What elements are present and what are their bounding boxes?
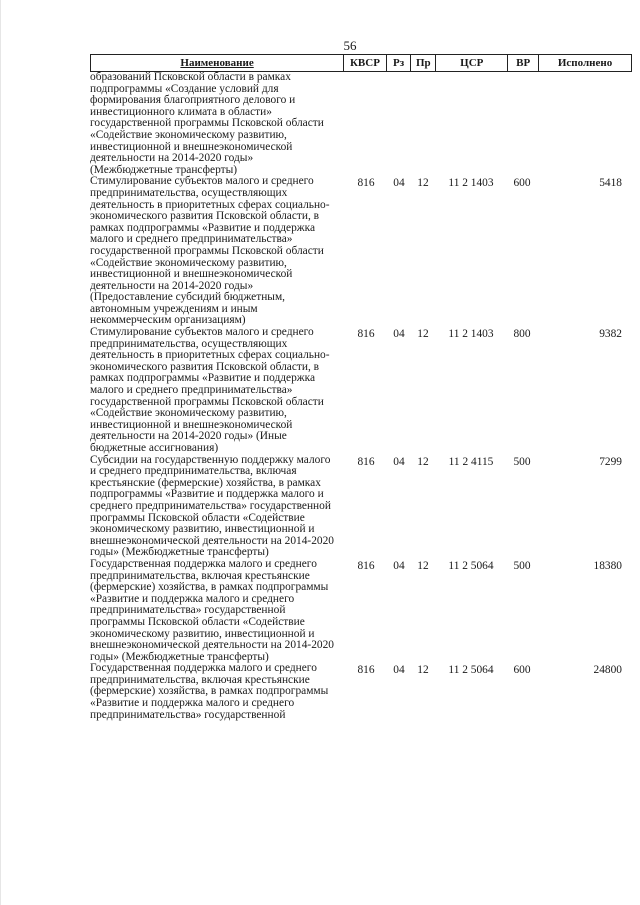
row-values [345, 455, 630, 559]
row-name-line: инвестиционной и внешнеэкономической [90, 140, 293, 153]
row-name-line: (фермерские) хозяйства, в рамках подпрограммы [90, 685, 329, 698]
cell-executed: 7299 [599, 455, 622, 468]
cell-vr: 600 [513, 177, 531, 190]
row-name-line: Субсидии на государственную поддержку малого [90, 453, 331, 466]
page-number: 56 [343, 38, 357, 53]
row-name-line: (Предоставление субсидий бюджетным, [90, 291, 285, 304]
table-row [90, 455, 630, 559]
row-name-line: государственной программы Псковской области [90, 244, 324, 257]
row-name-line: инвестиционной и внешнеэкономической [90, 268, 293, 281]
row-name-line: деятельности на 2014-2020 годы» [90, 279, 254, 292]
row-name-line: малого и среднего предпринимательства» [90, 384, 293, 397]
row-name-line: программы Псковской области «Содействие [90, 615, 305, 628]
row-name-line: деятельность в приоритетных сферах социально- [90, 198, 330, 211]
cell-vr: 800 [513, 328, 531, 341]
cell-rz: 04 [393, 559, 405, 572]
cell-csr: 11 2 1403 [448, 177, 494, 190]
header-vr: ВР [507, 55, 538, 71]
cell-kvsr [345, 74, 387, 176]
row-name-line: деятельности на 2014-2020 годы» [90, 152, 254, 165]
cell-rz: 04 [393, 455, 405, 468]
cell-executed: 5418 [599, 177, 622, 190]
row-values [345, 663, 630, 721]
row-name-line: крестьянские (фермерские) хозяйства, в рамках [90, 476, 321, 489]
row-name-line: предпринимательства» государственной [90, 604, 286, 617]
row-name-line: государственной программы Псковской области [90, 395, 324, 408]
row-name-line: рамках подпрограммы «Развитие и поддержка [90, 221, 316, 234]
row-name-line: инвестиционной и внешнеэкономической [90, 418, 293, 431]
row-name-line: подпрограммы «Развитие и поддержка малого и [90, 488, 324, 501]
row-name-line: Стимулирование субъектов малого и среднего [90, 175, 314, 188]
row-name-line: Государственная поддержка малого и среднего [90, 557, 317, 570]
row-name-line: среднего предпринимательства» государственной [90, 499, 331, 512]
row-name-line: подпрограммы «Создание условий для [90, 82, 279, 95]
table-row [90, 176, 630, 327]
row-name-line: «Содействие экономическому развитию, [90, 407, 287, 420]
row-name-line: программы Псковской области «Содействие [90, 511, 305, 524]
cell-executed: 24800 [593, 664, 622, 677]
row-name-line: деятельность в приоритетных сферах социально- [90, 349, 330, 362]
cell-kvsr: 816 [357, 664, 375, 677]
row-name-line: инвестиционного климата в области» [90, 105, 272, 118]
row-name-line: экономическому развитию, инвестиционной и [90, 627, 315, 640]
table-body [90, 72, 630, 721]
row-name-line: годы» (Межбюджетные трансферты) [90, 546, 269, 559]
row-values [345, 72, 630, 176]
cell-vr [507, 74, 537, 176]
row-name [90, 559, 345, 663]
row-name-line: Государственная поддержка малого и среднего [90, 662, 317, 675]
header-csr: ЦСР [435, 55, 507, 71]
row-name-line: внешнеэкономической деятельности на 2014-2020 [90, 639, 334, 652]
table-row [90, 559, 630, 663]
cell-pr: 12 [417, 559, 429, 572]
header-pr: Пр [410, 55, 435, 71]
row-name-line: бюджетные ассигнования) [90, 442, 219, 454]
header-kvsr: КВСР [343, 55, 386, 71]
cell-csr: 11 2 1403 [448, 328, 494, 341]
cell-pr: 12 [417, 328, 429, 341]
row-name-line: рамках подпрограммы «Развитие и поддержка [90, 372, 316, 385]
row-name-line: предпринимательства, осуществляющих [90, 186, 288, 199]
row-name-line: Стимулирование субъектов малого и среднего [90, 326, 314, 339]
row-name-line: предпринимательства, осуществляющих [90, 337, 288, 350]
cell-executed: 9382 [599, 328, 622, 341]
cell-kvsr: 816 [357, 559, 375, 572]
row-name [90, 327, 345, 455]
row-name-line: (фермерские) хозяйства, в рамках подпрограммы [90, 581, 329, 594]
page-edge-shadow [0, 0, 1, 905]
row-name-line: годы» (Межбюджетные трансферты) [90, 650, 269, 663]
row-name [90, 455, 345, 559]
cell-csr [435, 74, 507, 176]
row-name-line: внешнеэкономической деятельности на 2014-2020 [90, 534, 334, 547]
header-executed: Исполнено [538, 55, 631, 71]
cell-executed [537, 74, 630, 176]
header-rz: Рз [386, 55, 411, 71]
table-header [90, 54, 632, 72]
row-name-line: предпринимательства» государственной [90, 708, 286, 721]
cell-vr: 500 [513, 455, 531, 468]
row-name-line: «Развитие и поддержка малого и среднего [90, 592, 295, 605]
table-row [90, 663, 630, 721]
cell-kvsr: 816 [357, 455, 375, 468]
row-name-line: экономического развития Псковской области, в [90, 360, 320, 373]
row-name [90, 72, 345, 176]
row-name [90, 176, 345, 327]
cell-pr: 12 [417, 177, 429, 190]
cell-rz: 04 [393, 177, 405, 190]
cell-pr: 12 [417, 455, 429, 468]
cell-rz [387, 74, 411, 176]
row-values [345, 176, 630, 327]
cell-rz: 04 [393, 664, 405, 677]
row-name-line: экономического развития Псковской области, в [90, 210, 320, 223]
cell-executed: 18380 [593, 559, 622, 572]
cell-kvsr: 816 [357, 177, 375, 190]
row-name-line: «Содействие экономическому развитию, [90, 128, 287, 141]
cell-csr: 11 2 5064 [448, 559, 494, 572]
table-row [90, 327, 630, 455]
row-name-line: образований Псковской области в рамках [90, 71, 291, 83]
cell-pr [411, 74, 435, 176]
cell-pr: 12 [417, 664, 429, 677]
cell-csr: 11 2 4115 [448, 455, 494, 468]
row-values [345, 327, 630, 455]
row-name [90, 663, 345, 721]
row-name-line: «Содействие экономическому развитию, [90, 256, 287, 269]
header-name: Наименование [180, 57, 254, 69]
cell-rz: 04 [393, 328, 405, 341]
row-name-line: и среднего предпринимательства, включая [90, 465, 297, 478]
row-name-line: малого и среднего предпринимательства» [90, 233, 293, 246]
row-name-line: формирования благоприятного делового и [90, 94, 296, 107]
row-name-line: «Развитие и поддержка малого и среднего [90, 697, 295, 710]
row-name-line: государственной программы Псковской области [90, 117, 324, 130]
row-values [345, 559, 630, 663]
cell-vr: 600 [513, 664, 531, 677]
row-name-line: автономным учреждениям и иным [90, 302, 258, 315]
row-name-line: (Межбюджетные трансферты) [90, 163, 238, 176]
row-name-line: деятельности на 2014-2020 годы» (Иные [90, 430, 287, 443]
cell-csr: 11 2 5064 [448, 664, 494, 677]
cell-vr: 500 [513, 559, 531, 572]
cell-kvsr: 816 [357, 328, 375, 341]
row-name-line: предпринимательства, включая крестьянские [90, 569, 310, 582]
row-name-line: некоммерческим организациям) [90, 314, 246, 327]
row-name-line: экономическому развитию, инвестиционной и [90, 523, 315, 536]
row-name-line: предпринимательства, включая крестьянские [90, 673, 310, 686]
table-row [90, 72, 630, 176]
